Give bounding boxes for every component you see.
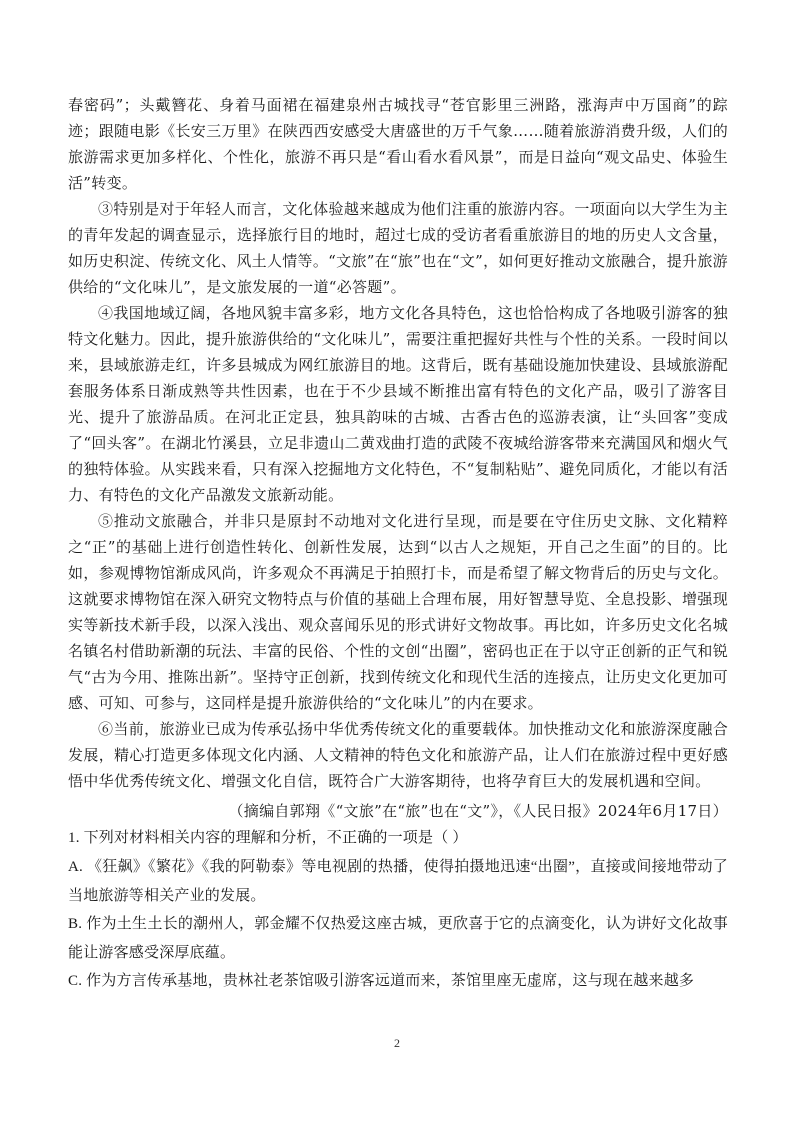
question-stem: 1. 下列对材料相关内容的理解和分析，不正确的一项是（ ）: [68, 830, 468, 846]
paragraph-continuation: 春密码”；头戴簪花、身着马面裙在福建泉州古城找寻“苍官影里三洲路，涨海声中万国商”的踪迹；跟随电影《长安三万里》在陕西西安感受大唐盛世的万千气象……随着旅游消费升级，人们的旅游需求更加多样化、个性化，旅游不再只是“看山看水看风景”，而是日益向“观文品史、体验生活”转变。: [68, 96, 728, 192]
document-page: [68, 92, 728, 996]
option-c: C. 作为方言传承基地，贵林社老茶馆吸引游客远道而来，茶馆里座无虚席，这与现在越来越多: [68, 973, 695, 989]
paragraph-4: ④我国地域辽阔，各地风貌丰富多彩，地方文化各具特色，这也恰恰构成了各地吸引游客的独特文化魅力。因此，提升旅游供给的“文化味儿”，需要注重把握好共性与个性的关系。一段时间以来，县域旅游走红，许多县城成为网红旅游目的地。这背后，既有基础设施加快建设、县域旅游配套服务体系日渐成熟等共性因素，也在于不少县域不断推出富有特色的文化产品，吸引了游客目光、提升了旅游品质。在河北正定县，独具韵味的古城、古香古色的巡游表演，让“头回客”变成了“回头客”。在湖北竹溪县，立足非遗山二黄戏曲打造的武陵不夜城给游客带来充满国风和烟火气的独特体验。从实践来看，只有深入挖掘地方文化特色，不“复制粘贴”、避免同质化，才能以有活力、有特色的文化产品激发文旅新动能。: [68, 304, 728, 504]
page-number: 2: [394, 1036, 400, 1050]
paragraph-6: ⑥当前，旅游业已成为传承弘扬中华优秀传统文化的重要载体。加快推动文化和旅游深度融合发展，精心打造更多体现文化内涵、人文精神的特色文化和旅游产品，让人们在旅游过程中更好感悟中华优秀传统文化、增强文化自信，既符合广大游客期待，也将孕育巨大的发展机遇和空间。: [68, 720, 728, 790]
option-b: B. 作为土生土长的潮州人，郭金耀不仅热爱这座古城，更欣喜于它的点滴变化，认为讲好文化故事能让游客感受深厚底蕴。: [68, 916, 728, 961]
option-a: A. 《狂飙》《繁花》《我的阿勒泰》等电视剧的热播，使得拍摄地迅速“出圈”，直接或间接地带动了当地旅游等相关产业的发展。: [68, 859, 728, 904]
article-source: （摘编自郭翔《“文旅”在“旅”也在“文”》，《人民日报》2024年6月17日）: [228, 802, 728, 820]
paragraph-5: ⑤推动文旅融合，并非只是原封不动地对文化进行呈现，而是要在守住历史文脉、文化精粹之“正”的基础上进行创造性转化、创新性发展，达到“以古人之规矩，开自己之生面”的目的。比如，参观博物馆渐成风尚，许多观众不再满足于拍照打卡，而是希望了解文物背后的历史与文化。这就要求博物馆在深入研究文物特点与价值的基础上合理布展，用好智慧导览、全息投影、增强现实等新技术新手段，以深入浅出、观众喜闻乐见的形式讲好文物故事。再比如，许多历史文化名城名镇名村借助新潮的玩法、丰富的民俗、个性的文创“出圈”，密码也正在于以守正创新的正气和锐气“古为今用、推陈出新”。坚持守正创新，找到传统文化和现代生活的连接点，让历史文化更加可感、可知、可参与，这同样是提升旅游供给的“文化味儿”的内在要求。: [68, 512, 728, 712]
paragraph-3: ③特别是对于年轻人而言，文化体验越来越成为他们注重的旅游内容。一项面向以大学生为主的青年发起的调查显示，选择旅行目的地时，超过七成的受访者看重旅游目的地的历史人文含量，如历史积淀、传统文化、风土人情等。“文旅”在“旅”也在“文”，如何更好推动文旅融合，提升旅游供给的“文化味儿”，是文旅发展的一道“必答题”。: [68, 200, 728, 296]
